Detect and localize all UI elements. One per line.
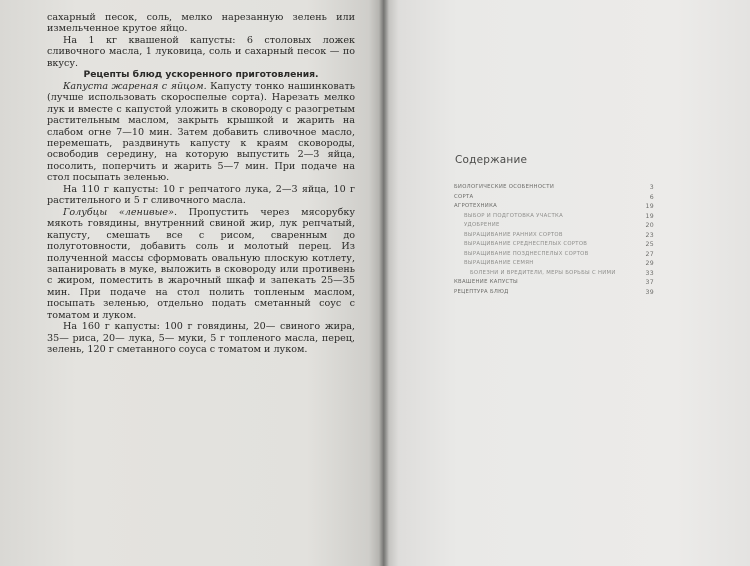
paragraph: сахарный песок, соль, мелко нарезанную зелень или измельченное крутое яйцо. [47, 12, 355, 35]
toc-entry-label: БИОЛОГИЧЕСКИЕ ОСОБЕННОСТИ [454, 184, 555, 190]
toc-entry [454, 288, 654, 298]
toc-entry-label: РЕЦЕПТУРА БЛЮД [454, 289, 509, 296]
toc-entry [454, 193, 654, 203]
toc-entry [454, 231, 654, 241]
recipe-name: Голубцы «ленивые». [63, 206, 178, 218]
toc-entry [454, 212, 654, 222]
toc-entry-page: 19 [645, 212, 654, 220]
toc-entry [454, 269, 654, 279]
toc-entry-page: 3 [649, 184, 654, 191]
toc-entry-label: УДОБРЕНИЕ [464, 222, 500, 229]
toc-entry-page: 33 [645, 269, 654, 277]
toc-entry [454, 221, 654, 231]
toc-entry-page: 39 [645, 289, 654, 297]
toc-entry-page: 23 [645, 231, 654, 239]
paragraph: На 110 г капусты: 10 г репчатого лука, 2—3 яйца, 10 г растительного и 5 г сливочного масла. [47, 183, 355, 207]
toc-entry-page: 20 [645, 222, 654, 230]
toc-entry-label: БОЛЕЗНИ И ВРЕДИТЕЛИ, МЕРЫ БОРЬБЫ С НИМИ [470, 269, 616, 276]
toc-entry [454, 259, 654, 269]
toc-entry-label: СОРТА [454, 193, 474, 200]
toc-entry-page: 6 [649, 193, 654, 201]
recipe-name: Капуста жареная с яйцом. [63, 80, 207, 92]
toc-entry-label: ВЫРАЩИВАНИЕ СРЕДНЕСПЕЛЫХ СОРТОВ [464, 241, 588, 248]
toc-entry-page: 27 [645, 250, 654, 258]
section-heading: Рецепты блюд ускоренного приготовления. [83, 69, 319, 81]
paragraph: На 1 кг квашеной капусты: 6 столовых ложек сливочного масла, 1 луковица, соль и сахарный песок — по вкусу. [47, 34, 355, 69]
toc-entry-label: КВАШЕНИЕ КАПУСТЫ [454, 279, 519, 286]
toc-entry [454, 202, 654, 212]
toc-entry [454, 240, 654, 250]
toc-entry [454, 183, 654, 193]
toc-entry-label: ВЫБОР И ПОДГОТОВКА УЧАСТКА [464, 212, 564, 219]
toc-entry-label: ВЫРАЩИВАНИЕ ПОЗДНЕСПЕЛЫХ СОРТОВ [464, 250, 589, 257]
recipe-text [47, 12, 355, 356]
toc-entry-label: ВЫРАЩИВАНИЕ СЕМЯН [464, 260, 534, 267]
toc-title: Содержание [455, 154, 528, 166]
toc-entry-page: 29 [645, 260, 654, 268]
toc-entry-page: 19 [645, 203, 654, 211]
toc-entry-page: 37 [645, 279, 654, 287]
toc-entry [454, 250, 654, 260]
paragraph: Голубцы «ленивые». Пропустить через мясорубку мякоть говядины, внутренний свиной жир, лук репчатый, капусту, смешать все с рисом, сваренным до полуготовности, добавить соль и молотый перец. Из полученной массы сформовать овальную плоскую котлету, запанировать в муке, выложить в сковороду или противень с жиром, поместить в жарочный шкаф и запекать 25—35 мин. При подаче на стол полить топленым маслом, посыпать зеленью, отдельно подать сметанный соус с томатом и луком. [47, 206, 355, 321]
paragraph: Капуста жареная с яйцом. Капусту тонко нашинковать (лучше использовать скороспелые сорта). Нарезать мелко лук и вместе с капустой уложить в сковороду с разогретым растительным маслом, закрыть крышкой и жарить на слабом огне 7—10 мин. Затем добавить сливочное масло, перемешать, раздвинуть капусту к краям сковороды, освободив середину, на которую выпустить 2—3 яйца, посолить, поперчить и жарить 5—7 мин. При подаче на стол посыпать зеленью. [47, 80, 355, 184]
toc-entry-page: 25 [645, 241, 654, 249]
paragraph: На 160 г капусты: 100 г говядины, 20— свиного жира, 35— риса, 20— лука, 5— муки, 5 г топленого масла, перец, зелень, 120 г сметанного соуса с томатом и луком. [47, 321, 355, 356]
toc-entry-label: АГРОТЕХНИКА [454, 203, 498, 210]
toc-entry [454, 278, 654, 288]
table-of-contents [454, 183, 654, 298]
book-gutter [379, 0, 389, 566]
toc-entry-label: ВЫРАЩИВАНИЕ РАННИХ СОРТОВ [464, 231, 563, 238]
